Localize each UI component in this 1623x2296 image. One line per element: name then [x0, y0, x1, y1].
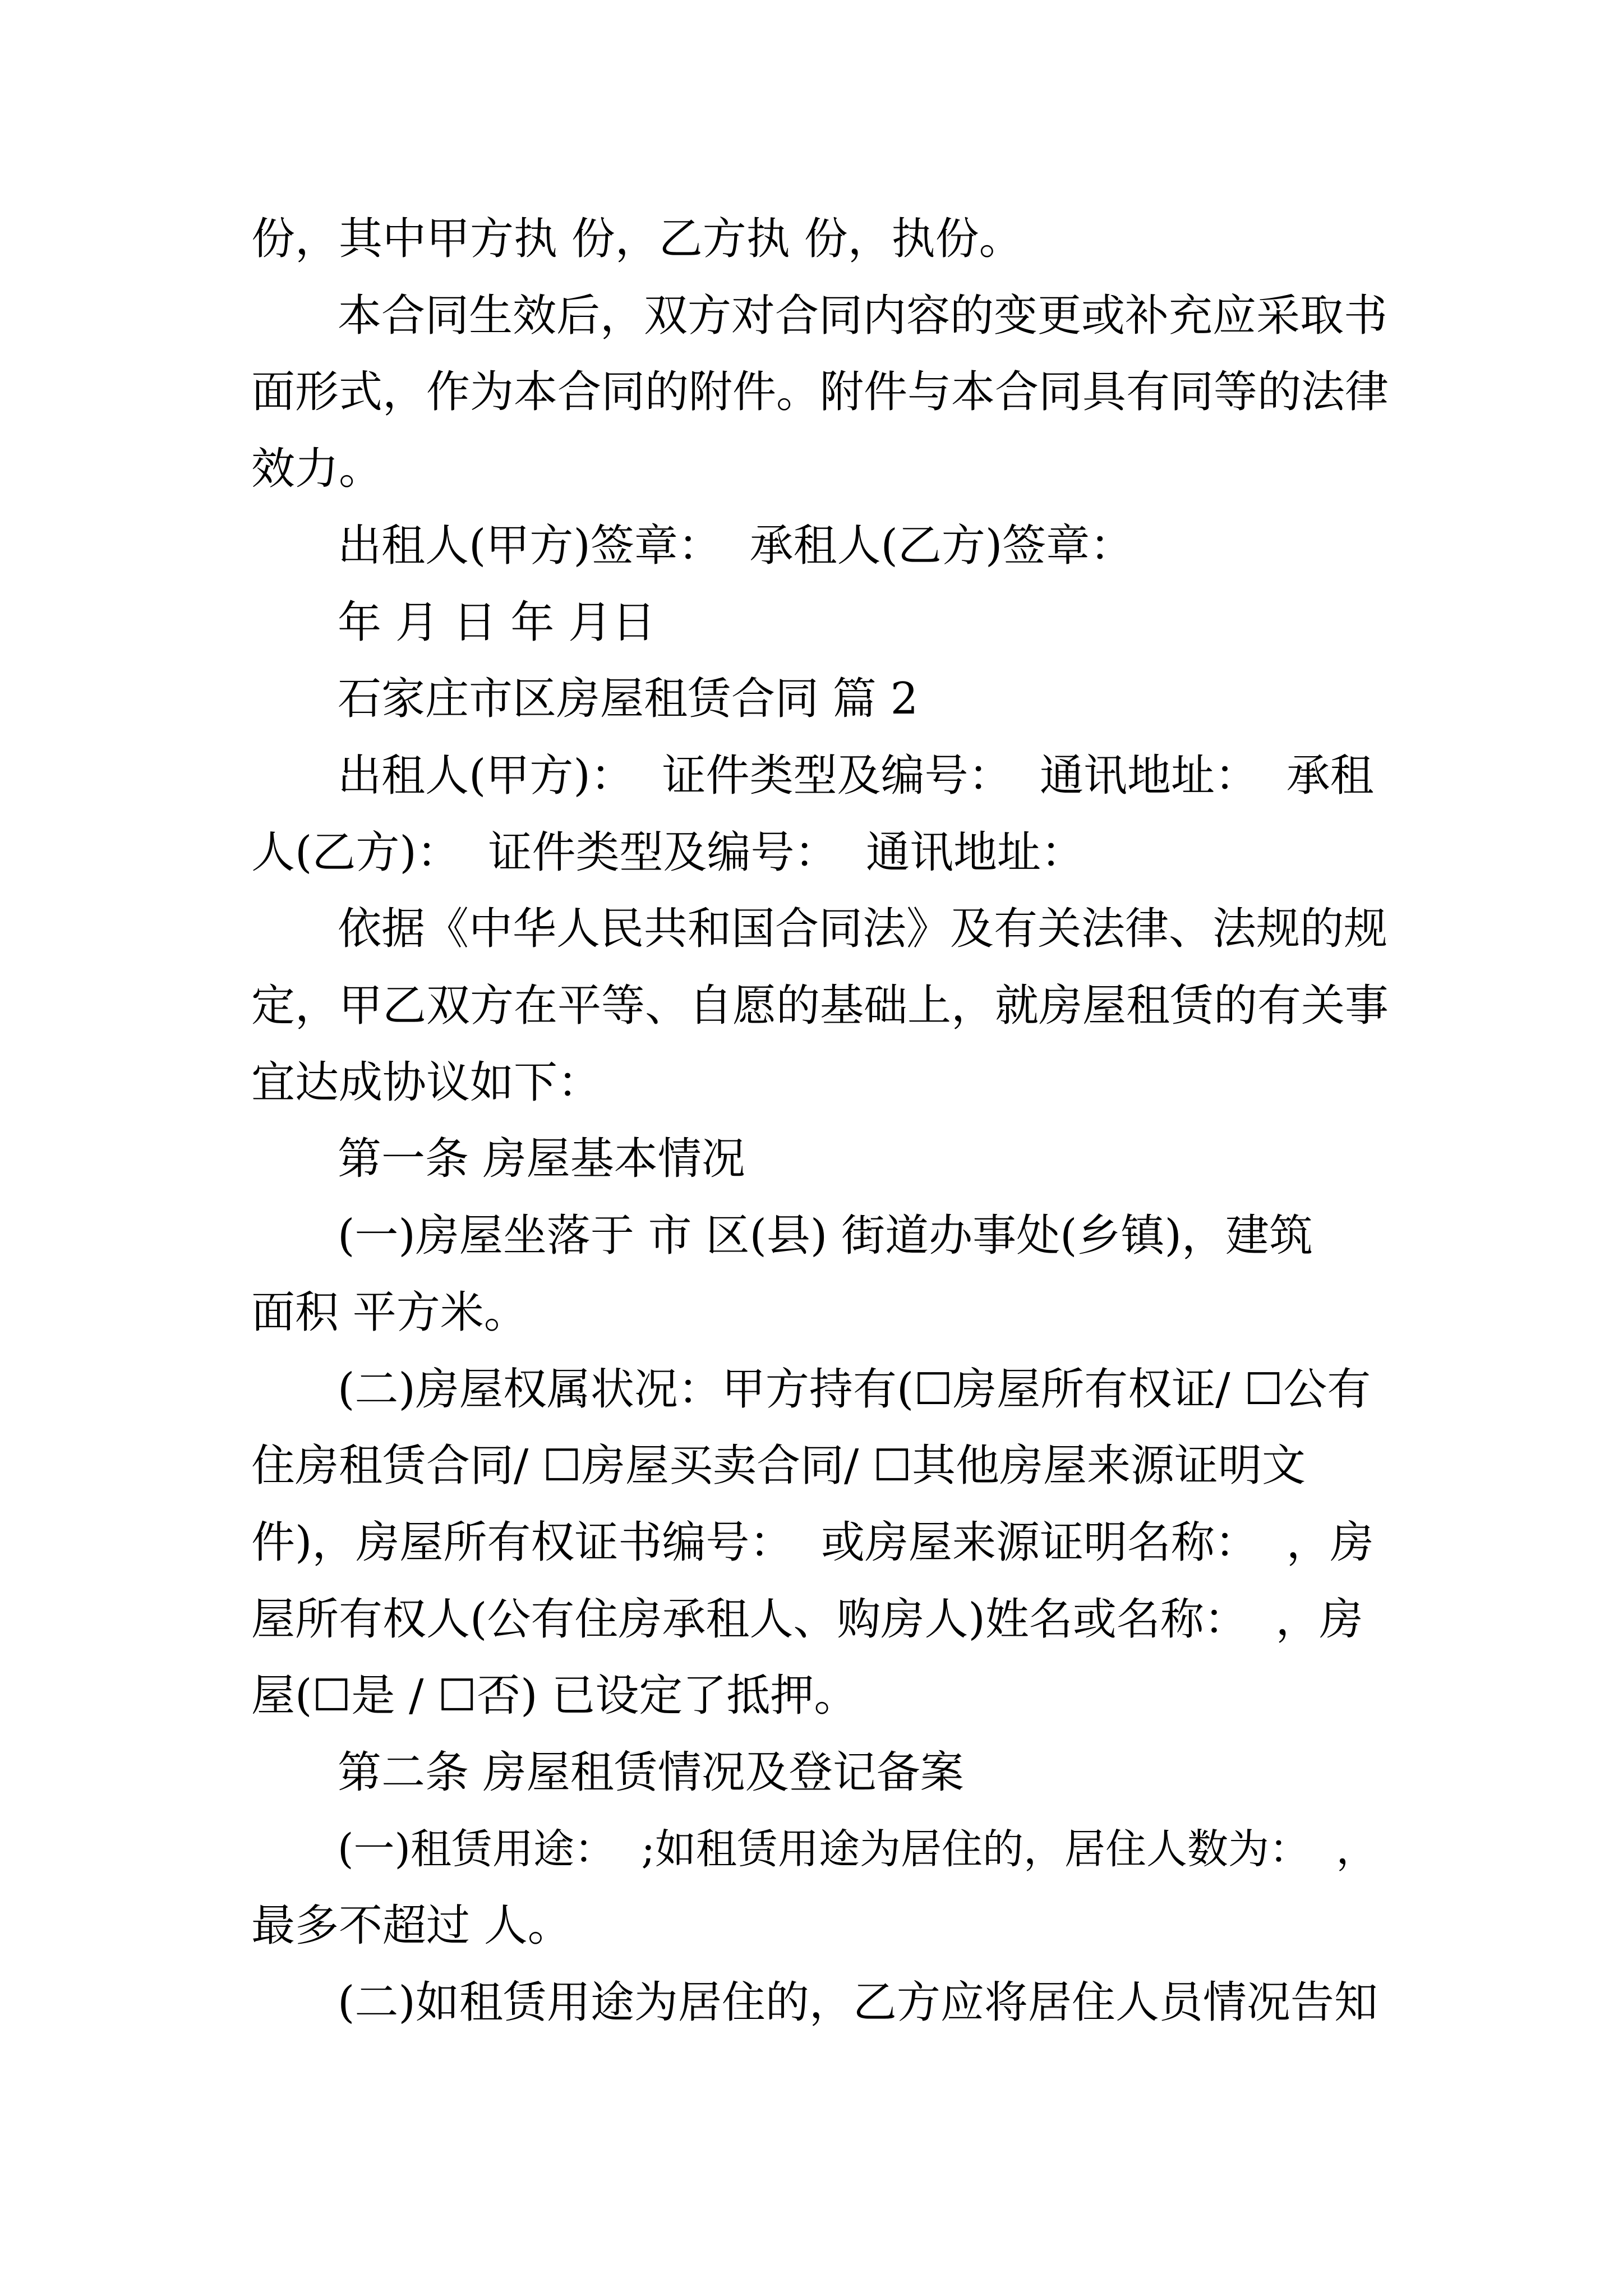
- text-line: 最多不超过 人。: [251, 1901, 571, 1951]
- text-line: 住房租赁合同/ ☐房屋买卖合同/ ☐其他房屋来源证明文: [251, 1441, 1306, 1491]
- text-line: 面形式，作为本合同的附件。附件与本合同具有同等的法律: [251, 367, 1389, 417]
- text-line: 人(乙方)： 证件类型及编号： 通讯地址：: [251, 827, 1085, 878]
- text-line: (二)如租赁用途为居住的，乙方应将居住人员情况告知: [338, 1977, 1378, 2028]
- article-heading: 第二条 房屋租赁情况及登记备案: [338, 1747, 964, 1798]
- text-line: 年 月 日 年 月日: [338, 597, 656, 648]
- text-line: (一)房屋坐落于 市 区(县) 街道办事处(乡镇)，建筑: [338, 1211, 1313, 1261]
- article-heading: 第一条 房屋基本情况: [338, 1134, 745, 1184]
- text-line: 份，其中甲方执 份，乙方执 份，执份。: [251, 214, 1023, 264]
- text-line: 屋所有权人(公有住房承租人、购房人)姓名或名称： ，房: [251, 1594, 1363, 1645]
- text-line: 定，甲乙双方在平等、自愿的基础上，就房屋租赁的有关事: [251, 981, 1389, 1031]
- text-line: 依据《中华人民共和国合同法》及有关法律、法规的规: [338, 904, 1388, 954]
- text-line: 出租人(甲方)签章： 承租人(乙方)签章：: [338, 521, 1134, 571]
- text-line: 屋(☐是 / ☐否) 已设定了抵押。: [251, 1671, 858, 1721]
- text-line: 件)，房屋所有权证书编号： 或房屋来源证明名称： ，房: [251, 1517, 1374, 1568]
- text-line: 面积 平方米。: [251, 1287, 528, 1338]
- text-line: (二)房屋权属状况：甲方持有(☐房屋所有权证/ ☐公有: [338, 1364, 1371, 1415]
- text-line: 宜达成协议如下：: [251, 1057, 602, 1108]
- section-title: 石家庄市区房屋租赁合同 篇 2: [338, 674, 919, 724]
- text-line: 本合同生效后，双方对合同内容的变更或补充应采取书: [338, 291, 1388, 341]
- text-line: 出租人(甲方)： 证件类型及编号： 通讯地址： 承租: [338, 751, 1374, 801]
- text-line: (一)租赁用途： ;如租赁用途为居住的，居住人数为： ，: [338, 1825, 1377, 1873]
- text-line: 效力。: [251, 444, 383, 494]
